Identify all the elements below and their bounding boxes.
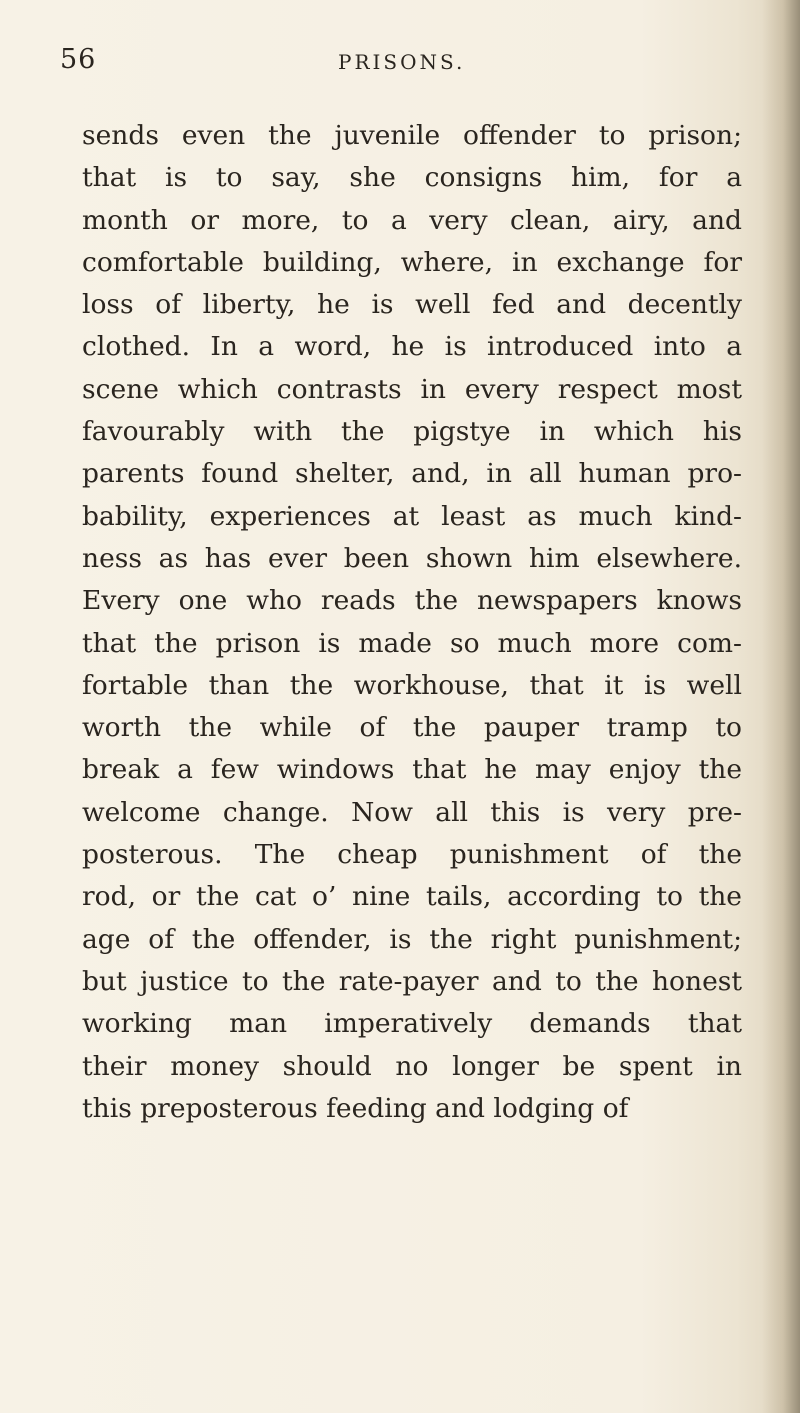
text-line: ness as has ever been shown him elsewhere. (82, 542, 742, 574)
text-line: their money should no longer be spent in (82, 1050, 742, 1082)
text-line: working man imperatively demands that (82, 1008, 742, 1040)
text-line: that the prison is made so much more com- (82, 627, 742, 659)
text-line: bability, experiences at least as much kind- (82, 500, 742, 532)
text-line: this preposterous feeding and lodging of (82, 1092, 629, 1124)
text-line: welcome change. Now all this is very pre- (82, 796, 742, 828)
text-line: rod, or the cat o’ nine tails, according to the (82, 881, 742, 913)
text-line: that is to say, she consigns him, for a (82, 162, 742, 194)
text-line: parents found shelter, and, in all human pro- (82, 458, 742, 490)
text-line: posterous. The cheap punishment of the (82, 839, 742, 871)
text-line: sends even the juvenile offender to prison; (82, 120, 742, 151)
text-line: fortable than the workhouse, that it is well (82, 669, 742, 701)
text-line: favourably with the pigstye in which his (82, 416, 742, 448)
text-line: Every one who reads the newspapers knows (82, 585, 742, 617)
page-edge-shadow (762, 0, 800, 1413)
text-line: but justice to the rate-payer and to the honest (82, 965, 742, 997)
text-line: break a few windows that he may enjoy the (82, 754, 742, 786)
text-line: comfortable building, where, in exchange for (82, 246, 742, 278)
text-line: age of the offender, is the right punishment; (82, 923, 742, 955)
page-number: 56 (60, 44, 97, 75)
text-line: scene which contrasts in every respect most (82, 373, 742, 405)
text-line: clothed. In a word, he is introduced into a (82, 331, 742, 363)
running-head: PRISONS. (338, 50, 466, 74)
text-line: month or more, to a very clean, airy, and (82, 204, 742, 236)
text-line: worth the while of the pauper tramp to (82, 712, 742, 744)
page-header (0, 44, 800, 84)
body-text (82, 115, 742, 1130)
text-line: loss of liberty, he is well fed and decently (82, 289, 742, 321)
